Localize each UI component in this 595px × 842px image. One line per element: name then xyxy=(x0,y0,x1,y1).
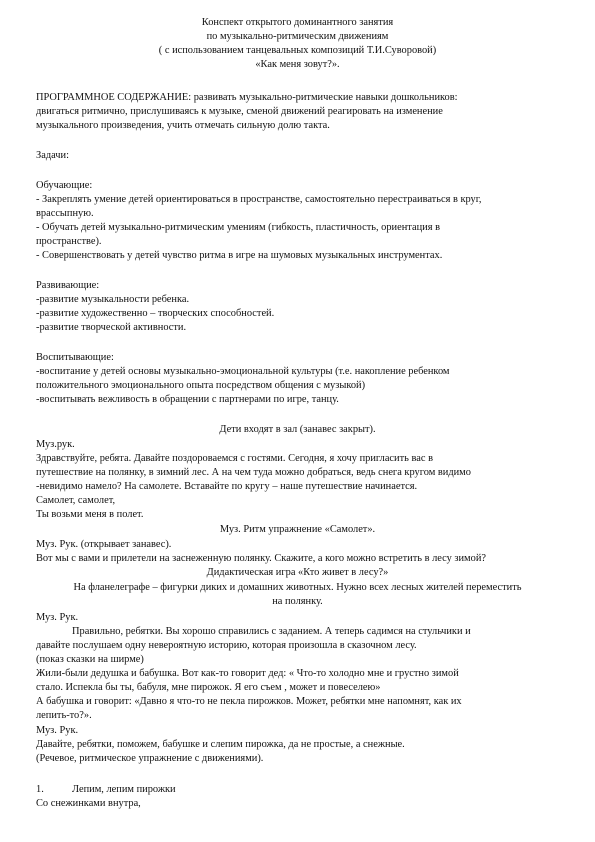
speech-line: Жили-были дедушка и бабушка. Вот как-то говорит дед: « Что-то холодно мне и грустно зимой xyxy=(36,668,459,679)
speech-line: Правильно, ребятки. Вы хорошо справились с заданием. А теперь садимся на стульчики и xyxy=(72,626,471,637)
tasks-title: Задачи: xyxy=(36,150,69,161)
game-title: Дидактическая игра «Кто живет в лесу?» xyxy=(206,567,389,578)
teaching-line: - Закреплять умение детей ориентироваться в пространстве, самостоятельно перестраиваться в круг, xyxy=(36,194,482,205)
flanel-line-2: на полянку. xyxy=(272,596,323,607)
teaching-line: - Совершенствовать у детей чувство ритма в игре на шумовых музыкальных инструментах. xyxy=(36,250,443,261)
speech-line: давайте послушаем одну невероятную историю, которая произошла в сказочном лесу. xyxy=(36,640,417,651)
speaker-label: Муз. Рук. xyxy=(36,725,79,736)
header-line-2: по музыкально-ритмическим движениям xyxy=(206,31,389,42)
teaching-line: пространстве). xyxy=(36,236,102,247)
program-line-1: ПРОГРАММНОЕ СОДЕРЖАНИЕ: развивать музыкально-ритмические навыки дошкольников: xyxy=(36,92,458,103)
speaker-label: Муз. Рук. (открывает занавес). xyxy=(36,539,172,550)
program-line-3: музыкального произведения, учить отмечать сильную долю такта. xyxy=(36,120,330,131)
developing-line: -развитие художественно – творческих способностей. xyxy=(36,308,275,319)
speech-line: (Речевое, ритмическое упражнение с движениями). xyxy=(36,753,264,764)
song-list-item xyxy=(0,783,595,797)
speech-line: (показ сказки на ширме) xyxy=(36,654,144,665)
scenario-enter: Дети входят в зал (занавес закрыт). xyxy=(219,424,376,435)
speech-line: Давайте, ребятки, поможем, бабушке и слепим пирожка, да не простые, а снежные. xyxy=(36,739,405,750)
speaker-label: Муз.рук. xyxy=(36,439,75,450)
speech-line: Ты возьми меня в полет. xyxy=(36,509,144,520)
developing-title: Развивающие: xyxy=(36,280,100,291)
speech-line: Здравствуйте, ребята. Давайте поздороваемся с гостями. Сегодня, я хочу пригласить вас в xyxy=(36,453,433,464)
list-number: 1. xyxy=(36,784,44,795)
speech-line: А бабушка и говорит: «Давно я что-то не пекла пирожков. Может, ребятки мне напомнят, как их xyxy=(36,696,462,707)
header-line-3: ( с использованием танцевальных композиций Т.И.Суворовой) xyxy=(158,45,437,56)
developing-line: -развитие творческой активности. xyxy=(36,322,187,333)
speech-line: Вот мы с вами и прилетели на заснеженную полянку. Скажите, а кого можно встретить в лесу зимой? xyxy=(36,553,487,564)
teaching-line: врассыпную. xyxy=(36,208,94,219)
developing-line: -развитие музыкальности ребенка. xyxy=(36,294,190,305)
exercise-title: Муз. Ритм упражнение «Самолет». xyxy=(219,524,376,535)
speech-line: лепить-то?». xyxy=(36,710,92,721)
header-line-4: «Как меня зовут?». xyxy=(255,59,340,70)
speaker-label: Муз. Рук. xyxy=(36,612,79,623)
flanel-line-1: На фланелеграфе – фигурки диких и домашних животных. Нужно всех лесных жителей переместить xyxy=(73,582,522,593)
educating-title: Воспитывающие: xyxy=(36,352,114,363)
song-line: Лепим, лепим пирожки xyxy=(72,784,176,795)
educating-line: -воспитание у детей основы музыкально-эмоциональной культуры (т.е. накопление ребенком xyxy=(36,366,450,377)
speech-line: путешествие на полянку, в зимний лес. А на чем туда можно добраться, ведь снега кругом видимо xyxy=(36,467,471,478)
speech-line: Самолет, самолет, xyxy=(36,495,116,506)
speech-line: стало. Испекла бы ты, бабуля, мне пирожок. Я его съем , может и повеселею» xyxy=(36,682,381,693)
speech-line: -невидимо намело? На самолете. Вставайте по кругу – наше путешествие начинается. xyxy=(36,481,418,492)
program-line-2: двигаться ритмично, прислушиваясь к музыке, сменой движений реагировать на изменение xyxy=(36,106,443,117)
educating-line: положительного эмоционального опыта посредством общения с музыкой) xyxy=(36,380,366,391)
teaching-title: Обучающие: xyxy=(36,180,93,191)
song-line: Со снежинками внутра, xyxy=(36,798,141,809)
teaching-line: - Обучать детей музыкально-ритмическим умениям (гибкость, пластичность, ориентация в xyxy=(36,222,440,233)
educating-line: -воспитывать вежливость в обращении с партнерами по игре, танцу. xyxy=(36,394,339,405)
header-line-1: Конспект открытого доминантного занятия xyxy=(201,17,394,28)
